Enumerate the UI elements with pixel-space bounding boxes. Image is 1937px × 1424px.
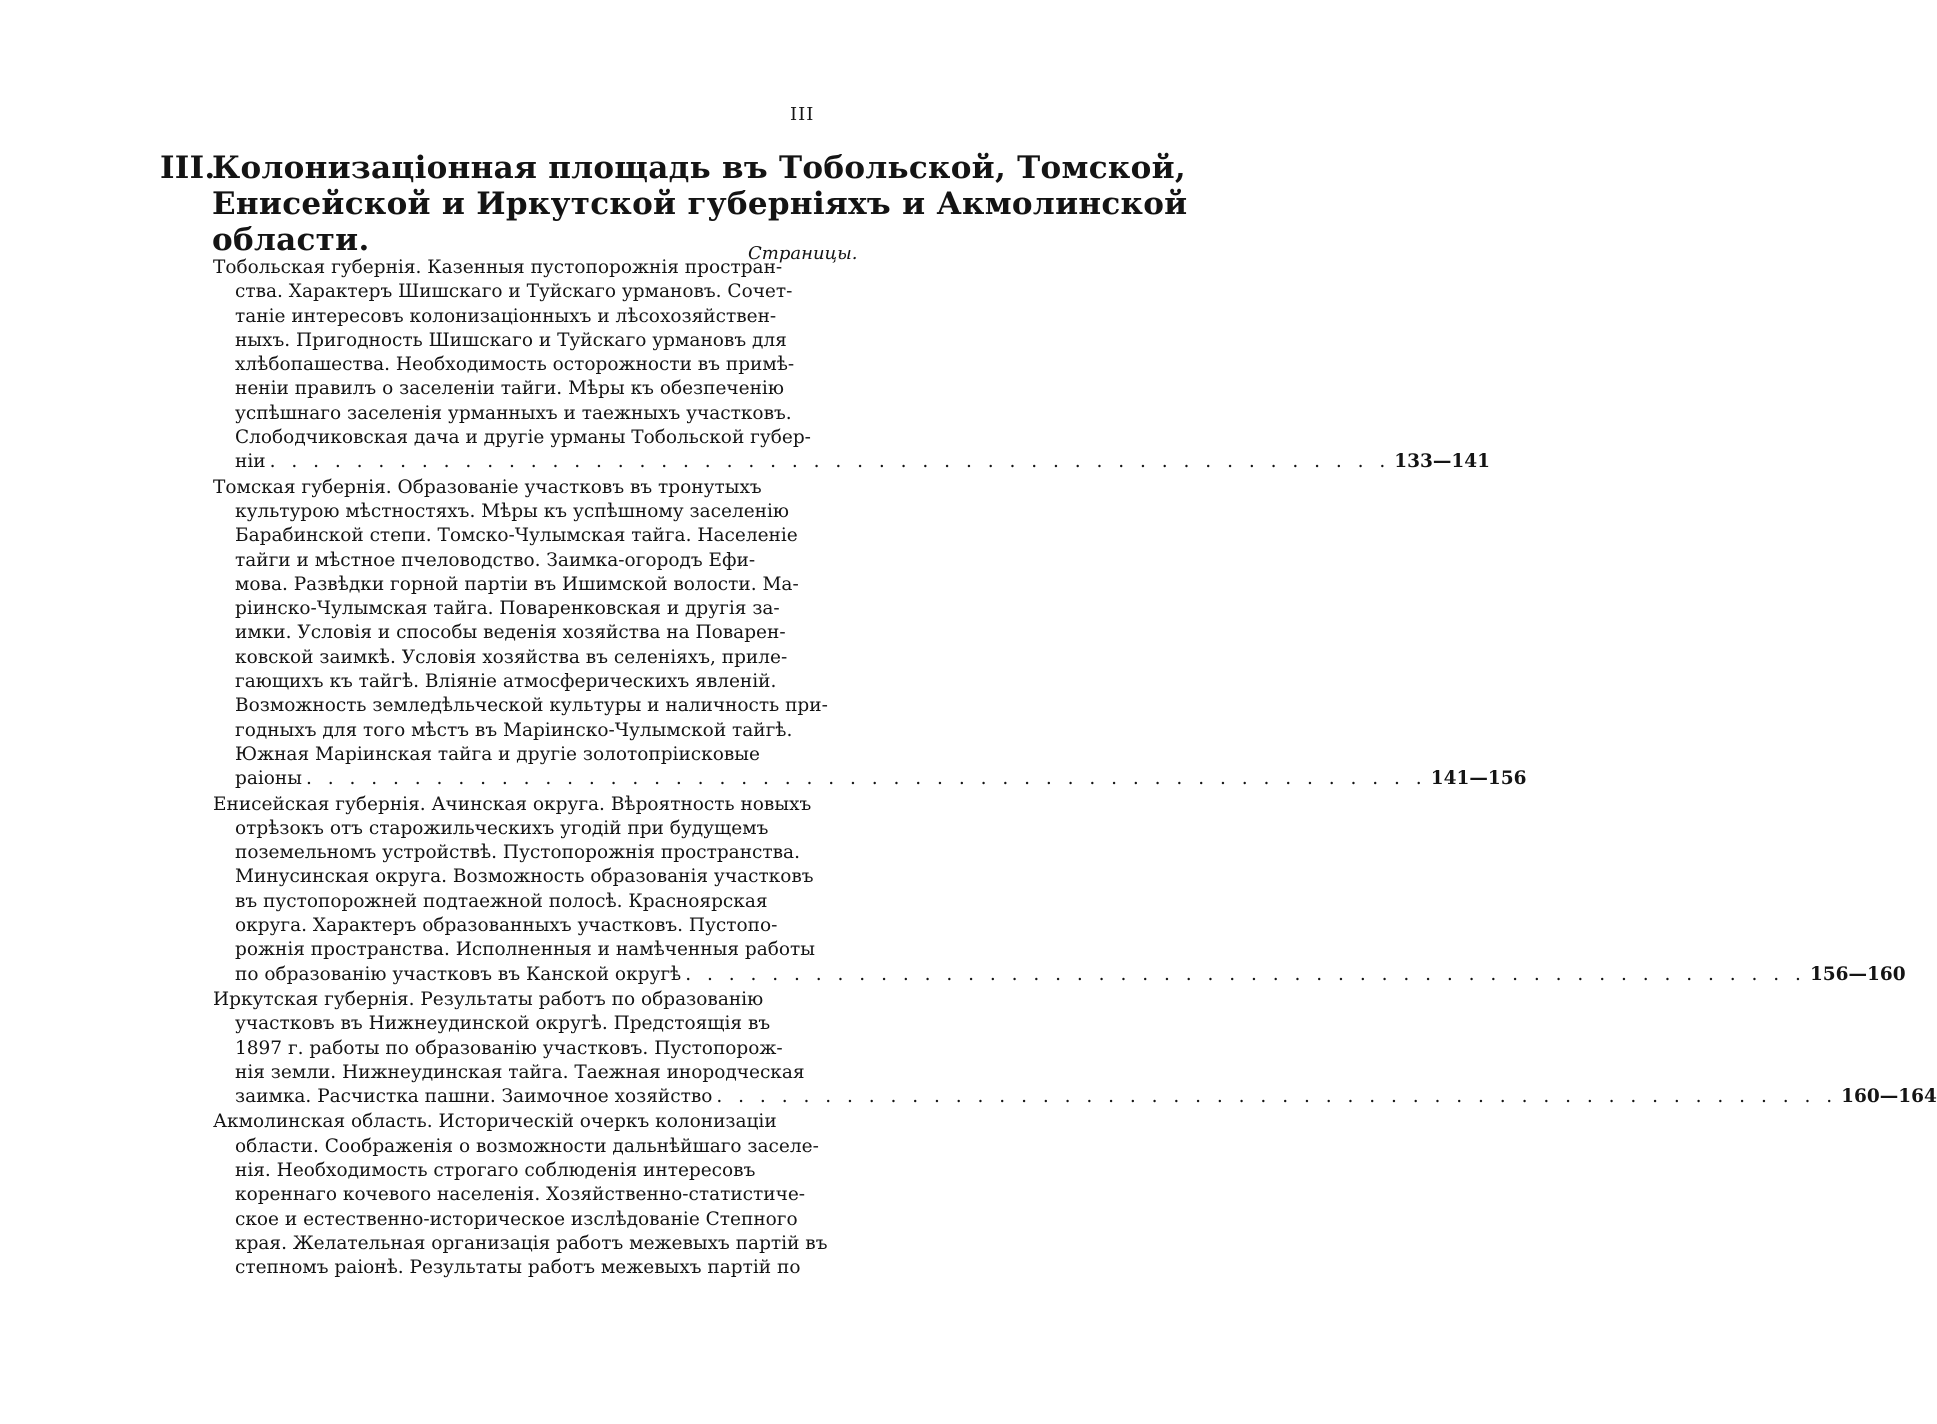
pages-column-label: Страницы. bbox=[748, 243, 858, 264]
entry-line: имки. Условія и способы веденія хозяйства на Поварен- bbox=[235, 622, 786, 644]
page-range: 141—156 bbox=[1430, 768, 1527, 790]
entry-line: Тобольская губернія. Казенныя пустопорожнія простран- bbox=[213, 257, 783, 278]
toc-entries bbox=[213, 256, 1937, 1281]
entry-line: неніи правилъ о заселеніи тайги. Мѣры къ обезпеченію bbox=[235, 378, 784, 400]
entry-line: Минусинская округа. Возможность образованія участковъ bbox=[235, 866, 814, 888]
section-numeral: III. bbox=[160, 150, 216, 186]
dot-leader bbox=[270, 450, 1391, 474]
section-title-part-1: Колонизаціонная площадь въ Тобольской, Томской, bbox=[212, 150, 1186, 186]
entry-line: годныхъ для того мѣстъ въ Маріинско-Чулымской тайгѣ. bbox=[235, 719, 793, 741]
entry-line: ныхъ. Пригодность Шишскаго и Туйскаго урмановъ для bbox=[235, 329, 787, 351]
entry-line: ніи bbox=[235, 451, 266, 473]
page-number: III bbox=[790, 104, 815, 125]
toc-entry-yenisei bbox=[213, 793, 1906, 987]
entry-line: культурою мѣстностяхъ. Мѣры къ успѣшному заселенію bbox=[235, 500, 789, 522]
entry-line: степномъ раіонѣ. Результаты работъ межевыхъ партій по bbox=[235, 1257, 801, 1279]
entry-line: Слободчиковская дача и другіе урманы Тобольской губер- bbox=[235, 427, 811, 449]
entry-line: хлѣбопашества. Необходимость осторожности въ примѣ- bbox=[235, 354, 795, 376]
entry-line: края. Желательная организація работъ межевыхъ партій въ bbox=[235, 1232, 828, 1254]
toc-entry-irkutsk bbox=[213, 988, 1937, 1109]
entry-last-line bbox=[213, 450, 1491, 474]
entry-line: 1897 г. работы по образованію участковъ. Пустопорож- bbox=[235, 1037, 783, 1059]
entry-line: отрѣзокъ отъ старожильческихъ угодій при будущемъ bbox=[235, 817, 769, 839]
entry-line: ства. Характеръ Шишскаго и Туйскаго урмановъ. Сочет- bbox=[235, 281, 793, 303]
entry-line: успѣшнаго заселенія урманныхъ и таежныхъ участковъ. bbox=[235, 402, 792, 424]
toc-entry-akmolinsk bbox=[213, 1110, 849, 1280]
entry-line: Енисейская губернія. Ачинская округа. Вѣроятность новыхъ bbox=[213, 793, 812, 815]
entry-line: таніе интересовъ колонизаціонныхъ и лѣсохозяйствен- bbox=[235, 305, 777, 327]
entry-last-line bbox=[213, 1085, 1937, 1109]
entry-line: поземельномъ устройствѣ. Пустопорожнія пространства. bbox=[235, 842, 800, 864]
entry-line: въ пустопорожней подтаежной полосѣ. Красноярская bbox=[235, 890, 768, 912]
section-heading bbox=[160, 150, 1188, 258]
toc-entry-tomsk bbox=[213, 476, 1527, 792]
entry-line: Южная Маріинская тайга и другіе золотопріисковые bbox=[235, 743, 760, 765]
entry-line: тайги и мѣстное пчеловодство. Заимка-огородъ Ефи- bbox=[235, 549, 756, 571]
entry-line: заимка. Расчистка пашни. Заимочное хозяйство bbox=[235, 1086, 713, 1108]
entry-line: по образованію участковъ въ Канской округѣ bbox=[235, 963, 682, 985]
entry-line: ріинско-Чулымская тайга. Поваренковская и другія за- bbox=[235, 598, 780, 620]
dot-leader bbox=[685, 963, 1806, 987]
entry-last-line bbox=[213, 963, 1906, 987]
entry-line: нія земли. Нижнеудинская тайга. Таежная инородческая bbox=[235, 1061, 805, 1083]
page-range: 156—160 bbox=[1809, 963, 1906, 985]
entry-line: округа. Характеръ образованныхъ участковъ. Пустопо- bbox=[235, 915, 778, 937]
section-title-part-3: области. bbox=[212, 222, 370, 258]
entry-line: области. Соображенія о возможности дальнѣйшаго заселе- bbox=[235, 1135, 819, 1157]
section-heading-line-1 bbox=[160, 150, 1186, 186]
page-range: 133—141 bbox=[1394, 451, 1491, 473]
entry-last-line bbox=[213, 767, 1527, 791]
entry-line: Томская губернія. Образованіе участковъ въ тронутыхъ bbox=[213, 476, 762, 498]
entry-line: участковъ въ Нижнеудинской округѣ. Предстоящія въ bbox=[235, 1013, 771, 1035]
entry-line: Акмолинская область. Историческій очеркъ колонизаціи bbox=[213, 1111, 777, 1133]
entry-line: раіоны bbox=[235, 768, 302, 790]
section-title-part-2: Енисейской и Иркутской губерніяхъ и Акмолинской bbox=[212, 186, 1188, 222]
entry-line: ское и естественно-историческое изслѣдованіе Степного bbox=[235, 1208, 798, 1230]
entry-line: Барабинской степи. Томско-Чулымская тайга. Населеніе bbox=[235, 525, 798, 547]
entry-line: кореннаго кочевого населенія. Хозяйственно-статистиче- bbox=[235, 1184, 806, 1206]
entry-line: ковской заимкѣ. Условія хозяйства въ селеніяхъ, приле- bbox=[235, 646, 788, 668]
entry-line: Возможность земледѣльческой культуры и наличность при- bbox=[235, 695, 828, 717]
dot-leader bbox=[306, 767, 1427, 791]
entry-line: гающихъ къ тайгѣ. Вліяніе атмосферическихъ явленій. bbox=[235, 671, 777, 693]
entry-line: нія. Необходимость строгаго соблюденія интересовъ bbox=[235, 1159, 756, 1181]
toc-entry-tobolsk bbox=[213, 256, 1491, 475]
dot-leader bbox=[716, 1085, 1837, 1109]
entry-line: мова. Развѣдки горной партіи въ Ишимской волости. Ма- bbox=[235, 573, 799, 595]
page-range: 160—164 bbox=[1841, 1086, 1937, 1108]
entry-line: рожнія пространства. Исполненныя и намѣченныя работы bbox=[235, 939, 815, 961]
entry-line: Иркутская губернія. Результаты работъ по образованію bbox=[213, 988, 764, 1010]
